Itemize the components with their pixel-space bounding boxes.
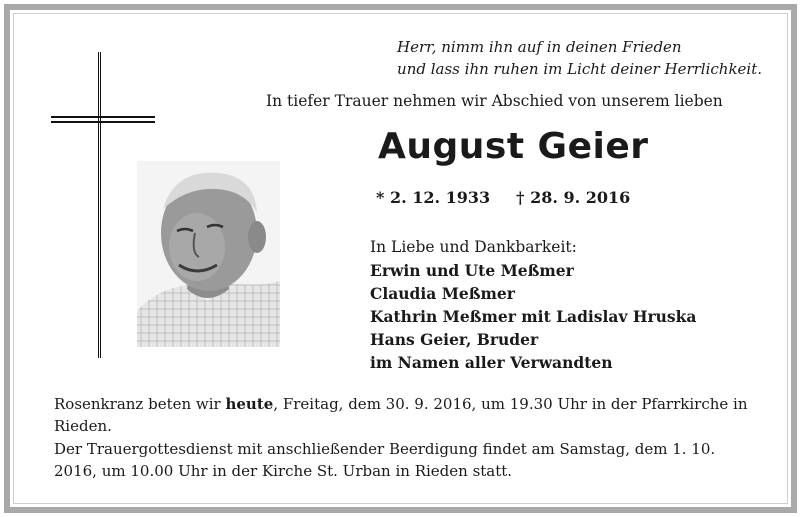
rosary-text-before: Rosenkranz beten wir <box>54 395 226 413</box>
verse-line-2: und lass ihn ruhen im Licht deiner Herrlichkeit. <box>397 60 762 78</box>
portrait-photo <box>137 161 280 347</box>
portrait-drawing <box>137 161 280 347</box>
cross-bar <box>51 116 155 123</box>
family-member: Hans Geier, Bruder <box>370 330 539 349</box>
service-notes <box>54 393 754 482</box>
bible-verse <box>397 36 762 80</box>
rosary-text-after: , Freitag, dem 30. 9. 2016, um 19.30 Uhr in der Pfarrkirche in Rieden. <box>54 395 748 435</box>
cross-icon <box>98 52 101 358</box>
rosary-day-highlight: heute <box>225 395 274 413</box>
birth-date: * 2. 12. 1933 <box>376 188 491 207</box>
family-heading: In Liebe und Dankbarkeit: <box>370 238 577 256</box>
family-member: im Namen aller Verwandten <box>370 353 613 372</box>
family-list <box>370 236 696 374</box>
deceased-name: August Geier <box>378 126 649 167</box>
verse-line-1: Herr, nimm ihn auf in deinen Frieden <box>397 38 682 56</box>
family-member: Kathrin Meßmer mit Ladislav Hruska <box>370 307 697 326</box>
family-member: Claudia Meßmer <box>370 284 515 303</box>
funeral-note: Der Trauergottesdienst mit anschließender Beerdigung findet am Samstag, dem 1. 10. 2016, um 10.00 Uhr in der Kirche St. Urban in Rieden statt. <box>54 440 716 480</box>
death-date: † 28. 9. 2016 <box>516 188 631 207</box>
rosary-note <box>54 393 754 437</box>
family-member: Erwin und Ute Meßmer <box>370 261 574 280</box>
intro-text: In tiefer Trauer nehmen wir Abschied von unserem lieben <box>266 92 723 110</box>
life-dates <box>376 188 630 207</box>
